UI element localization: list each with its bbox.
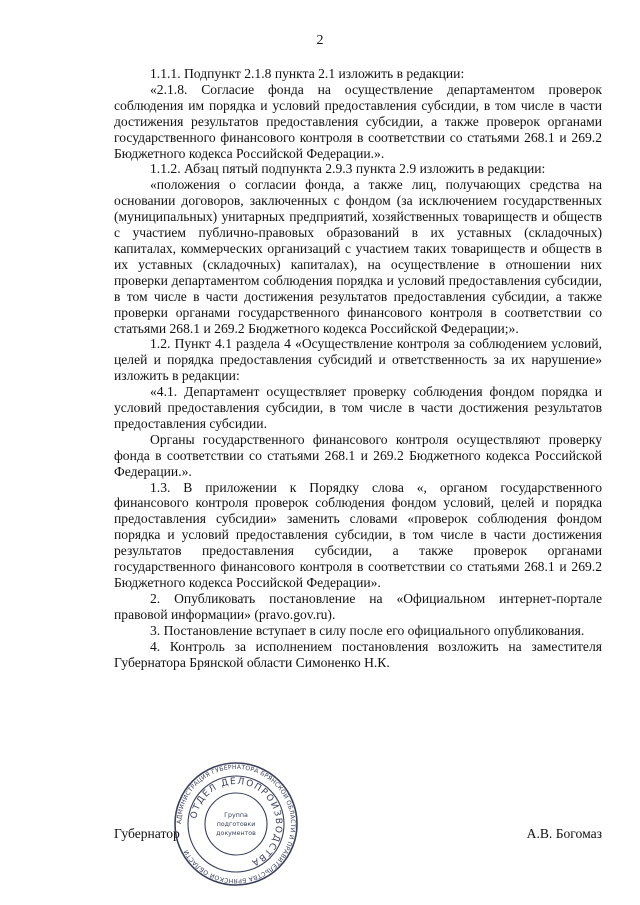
signatory-title: Губернатор [114,826,180,841]
page-number: 2 [316,33,324,48]
paragraph: 1.2. Пункт 4.1 раздела 4 «Осуществление контроля за соблюдением условий, целей и порядка предоставления субсидий и ответственность за их нарушение» изложить в редакции: [114,336,602,384]
document-body [114,66,602,670]
stamp-center-line: Группа [224,812,248,819]
stamp-graphic [172,760,300,888]
paragraph: 4. Контроль за исполнением постановления возложить на заместителя Губернатора Брянской области Симоненко Н.К. [114,638,602,670]
paragraph: 1.1.2. Абзац пятый подпункта 2.9.3 пункта 2.9 изложить в редакции: [150,161,546,177]
paragraph: 3. Постановление вступает в силу после его официального опубликования. [150,622,585,638]
paragraph: «4.1. Департамент осуществляет проверку соблюдения фондом порядка и условий предоставления субсидии, в том числе в части достижения результатов предоставления субсидии. [114,384,602,431]
stamp-center-line: подготовки [216,821,256,828]
signatory-name: А.В. Богомаз [526,826,602,841]
paragraph: 1.1.1. Подпункт 2.1.8 пункта 2.1 изложить в редакции: [150,66,465,81]
stamp-outer-text: АДМИНИСТРАЦИЯ ГУБЕРНАТОРА БРЯНСКОЙ ОБЛАСТИ И ПРАВИТЕЛЬСТВА БРЯНСКОЙ ОБЛАСТИ [175,763,297,885]
paragraph: «2.1.8. Согласие фонда на осуществление департаментом проверок соблюдения им порядка и условий предоставления субсидии, в том числе в части достижения результатов предоставления субсидии, а также проверок органами государственного финансового контроля в соответствии со статьями 268.1 и 269.2 Бюджетного кодекса Российской Федерации.». [114,81,602,161]
office-stamp [172,760,300,888]
stamp-center-line: документов [216,830,256,837]
paragraph: «положения о согласии фонда, а также лиц, получающих средства на основании договоров, заключенных с фондом (за исключением государственных (муниципальных) унитарных предприятий, хозяйственных товариществ и обществ с участием публично-правовых образований в их уставных (складочных) капиталах, коммерческих организаций с участием таких товариществ и обществ в их уставных (складочных) капиталах), на осуществление в отношении них проверки департаментом соблюдения порядка и условий предоставления субсидии, в том числе в части достижения результатов предоставления субсидии, а также проверки органами государственного финансового контроля в соответствии со статьями 268.1 и 269.2 Бюджетного кодекса Российской Федерации;». [114,177,602,336]
paragraph: Органы государственного финансового контроля осуществляют проверку фонда в соответствии со статьями 268.1 и 269.2 Бюджетного кодекса Российской Федерации.». [114,431,602,479]
paragraph: 1.3. В приложении к Порядку слова «, органом государственного финансового контроля проверок соблюдения фондом условий, целей и порядка предоставления субсидии» заменить словами «проверок соблюдения фондом порядка и условий предоставления субсидии, в том числе в части достижения результатов предоставления субсидии, а также проверок органами государственного финансового контроля в соответствии со статьями 268.1 и 269.2 Бюджетного кодекса Российской Федерации». [114,479,602,590]
stamp-middle-text: ОТДЕЛ ДЕЛОПРОИЗВОДСТВА [189,776,284,868]
paragraph: 2. Опубликовать постановление на «Официальном интернет-портале правовой информации» (pravo.gov.ru). [114,590,602,622]
